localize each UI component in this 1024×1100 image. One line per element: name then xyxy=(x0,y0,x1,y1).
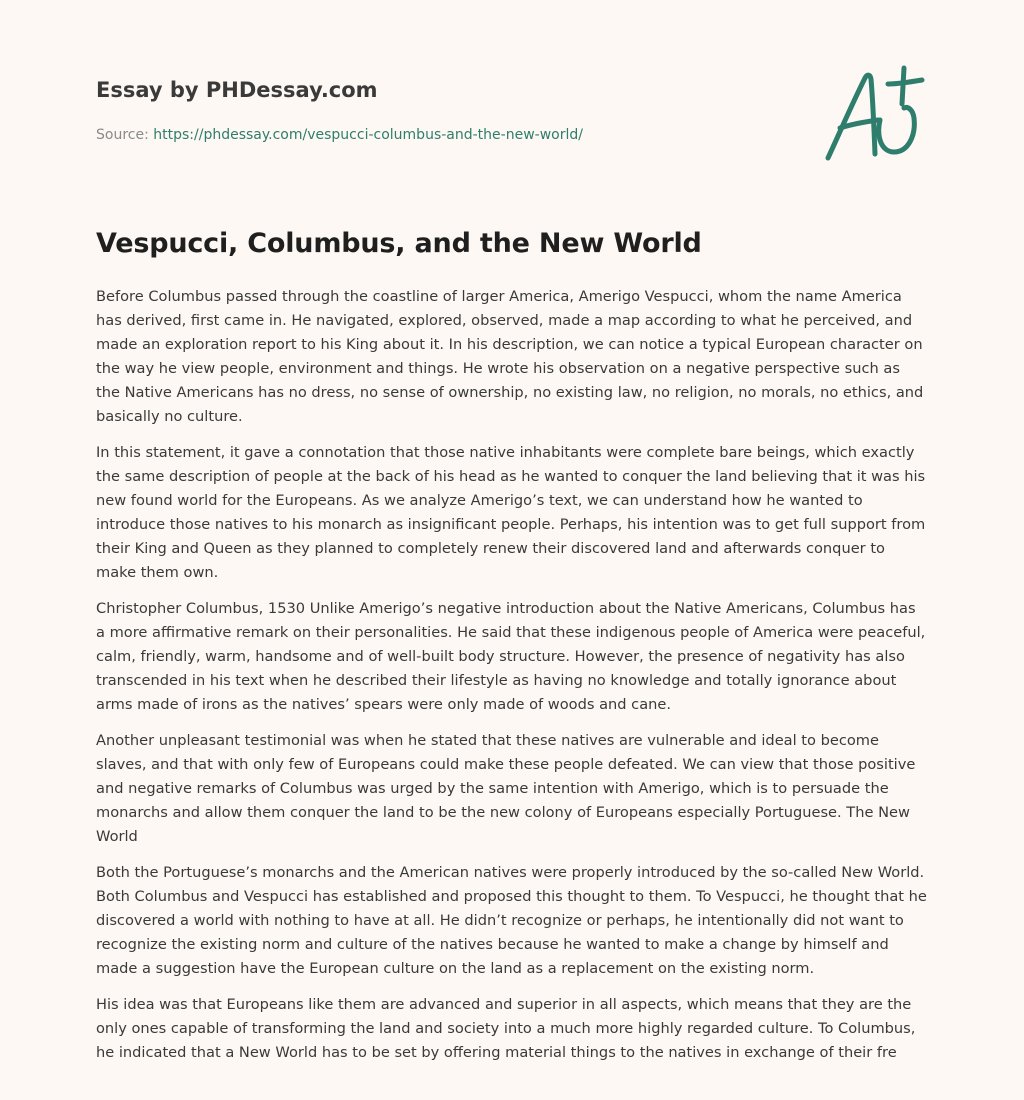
essay-paragraph: In this statement, it gave a connotation that those native inhabitants were complete bare beings, which exactly the same description of people at the back of his head as he wanted to conquer the land believing that it was his new found world for the Europeans. As we analyze Amerigo’s text, we can understand how he wanted to introduce those natives to his monarch as insignificant people. Perhaps, his intention was to get full support from their King and Queen as they planned to completely renew their discovered land and afterwards conquer to make them own. xyxy=(96,444,926,581)
source-line xyxy=(96,125,796,145)
a-plus-logo-icon xyxy=(818,62,930,166)
page-header xyxy=(96,76,796,145)
essay-paragraph: His idea was that Europeans like them are advanced and superior in all aspects, which means that they are the only ones capable of transforming the land and society into a much more highly regarded culture. To Columbus, he indicated that a New World has to be set by offering material things to the natives in exchange of their fre xyxy=(96,996,916,1061)
essay-paragraph: Before Columbus passed through the coastline of larger America, Amerigo Vespucci, whom the name America has derived, first came in. He navigated, explored, observed, made a map according to what he perceived, and made an exploration report to his King about it. In his description, we can notice a typical European character on the way he view people, environment and things. He wrote his observation on a negative perspective such as the Native Americans has no dress, no sense of ownership, no existing law, no religion, no morals, no ethics, and basically no culture. xyxy=(96,288,924,425)
site-brand: Essay by PHDessay.com xyxy=(96,78,378,102)
source-label: Source: xyxy=(96,127,149,143)
essay-title: Vespucci, Columbus, and the New World xyxy=(96,228,702,259)
source-link[interactable]: https://phdessay.com/vespucci-columbus-and-the-new-world/ xyxy=(153,127,583,143)
essay-paragraph: Christopher Columbus, 1530 Unlike Amerigo’s negative introduction about the Native Americans, Columbus has a more affirmative remark on their personalities. He said that these indigenous people of America were peaceful, calm, friendly, warm, handsome and of well-built body structure. However, the presence of negativity has also transcended in his text when he described their lifestyle as having no knowledge and totally ignorance about arms made of irons as the natives’ spears were only made of woods and cane. xyxy=(96,600,926,713)
essay-paragraph: Both the Portuguese’s monarchs and the American natives were properly introduced by the so-called New World. Both Columbus and Vespucci has established and proposed this thought to them. To Vespucci, he thought that he discovered a world with nothing to have at all. He didn’t recognize or perhaps, he intentionally did not want to recognize the existing norm and culture of the natives because he wanted to make a change by himself and made a suggestion have the European culture on the land as a replacement on the existing norm. xyxy=(96,864,927,977)
essay-paragraph: Another unpleasant testimonial was when he stated that these natives are vulnerable and ideal to become slaves, and that with only few of Europeans could make these people defeated. We can view that those positive and negative remarks of Columbus was urged by the same intention with Amerigo, which is to persuade the monarchs and allow them conquer the land to be the new colony of Europeans especially Portuguese. The New World xyxy=(96,732,916,845)
essay-body xyxy=(96,285,928,1077)
